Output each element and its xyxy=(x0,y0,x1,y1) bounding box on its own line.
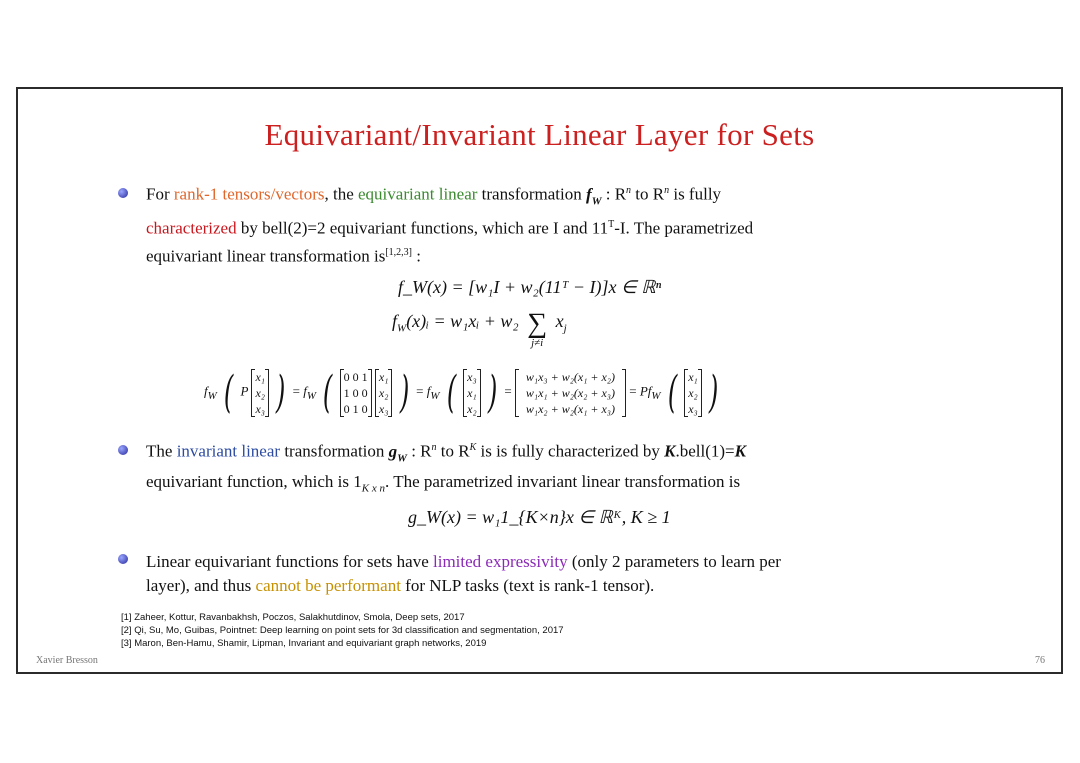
references xyxy=(121,611,564,650)
bullet-icon xyxy=(118,188,128,198)
equation-1: f_W(x) = [w₁I + w₂(11ᵀ − I)]x ∈ ℝⁿ xyxy=(398,277,662,297)
bullet-3-text: Linear equivariant functions for sets have limited expressivity (only 2 parameters to learn per layer), and thus cannot be performant for NLP tasks (text is rank-1 tensor). xyxy=(146,552,781,595)
bullet-2-text: The invariant linear transformation $g_W$ : $R^n$ to $R^K$ is is fully characterized by K.bell(1)=K equivariant function, which is $1_{K x n}$. The parametrized invariant linear transformation is xyxy=(146,441,746,495)
equation-3: $f_W$ ( P x₁ x₂ x₃ ) = $f_W$ ( 0 0 1 1 0 0 0 1 0 x₁ x₂ x₃ ) = $f_W$ ( x₃ x₁ x₂ ) = w₁x₃ + w₂(x₁ + x₂) w₁x₁ + w₂(x₂ + x₃) w₁x₂ + w₂(x₁ + x₃) = $Pf_W$ ( x₁ x₂ x₃ ) xyxy=(204,367,719,418)
slide xyxy=(16,87,1063,674)
bullet-icon xyxy=(118,554,128,564)
slide-title: Equivariant/Invariant Linear Layer for Sets xyxy=(264,117,815,152)
page-number: 76 xyxy=(1035,655,1045,666)
footer-author: Xavier Bresson xyxy=(36,655,98,666)
equation-2: $f_W(x)ᵢ$ = w₁xᵢ + w₂ ∑ j≠i $x_j$ xyxy=(392,308,567,349)
reference-item: [3] Maron, Ben-Hamu, Shamir, Lipman, Invariant and equivariant graph networks, 2019 xyxy=(121,638,487,649)
reference-item: [1] Zaheer, Kottur, Ravanbakhsh, Poczos, Salakhutdinov, Smola, Deep sets, 2017 xyxy=(121,612,465,623)
equation-4: g_W(x) = w₁1_{K×n}x ∈ ℝᴷ, K ≥ 1 xyxy=(408,507,671,527)
bullet-icon xyxy=(118,445,128,455)
bullet-1-text: For rank-1 tensors/vectors, the equivariant linear transformation $f_W$ : $R^n$ to $R^n$ is fully characterized by bell(2)=2 equivariant functions, which are I and $11^T-I$. The parametrized equivariant linear transformation is[1,2,3] : xyxy=(146,184,754,266)
reference-item: [2] Qi, Su, Mo, Guibas, Pointnet: Deep learning on point sets for 3d classification and segmentation, 2017 xyxy=(121,625,564,636)
